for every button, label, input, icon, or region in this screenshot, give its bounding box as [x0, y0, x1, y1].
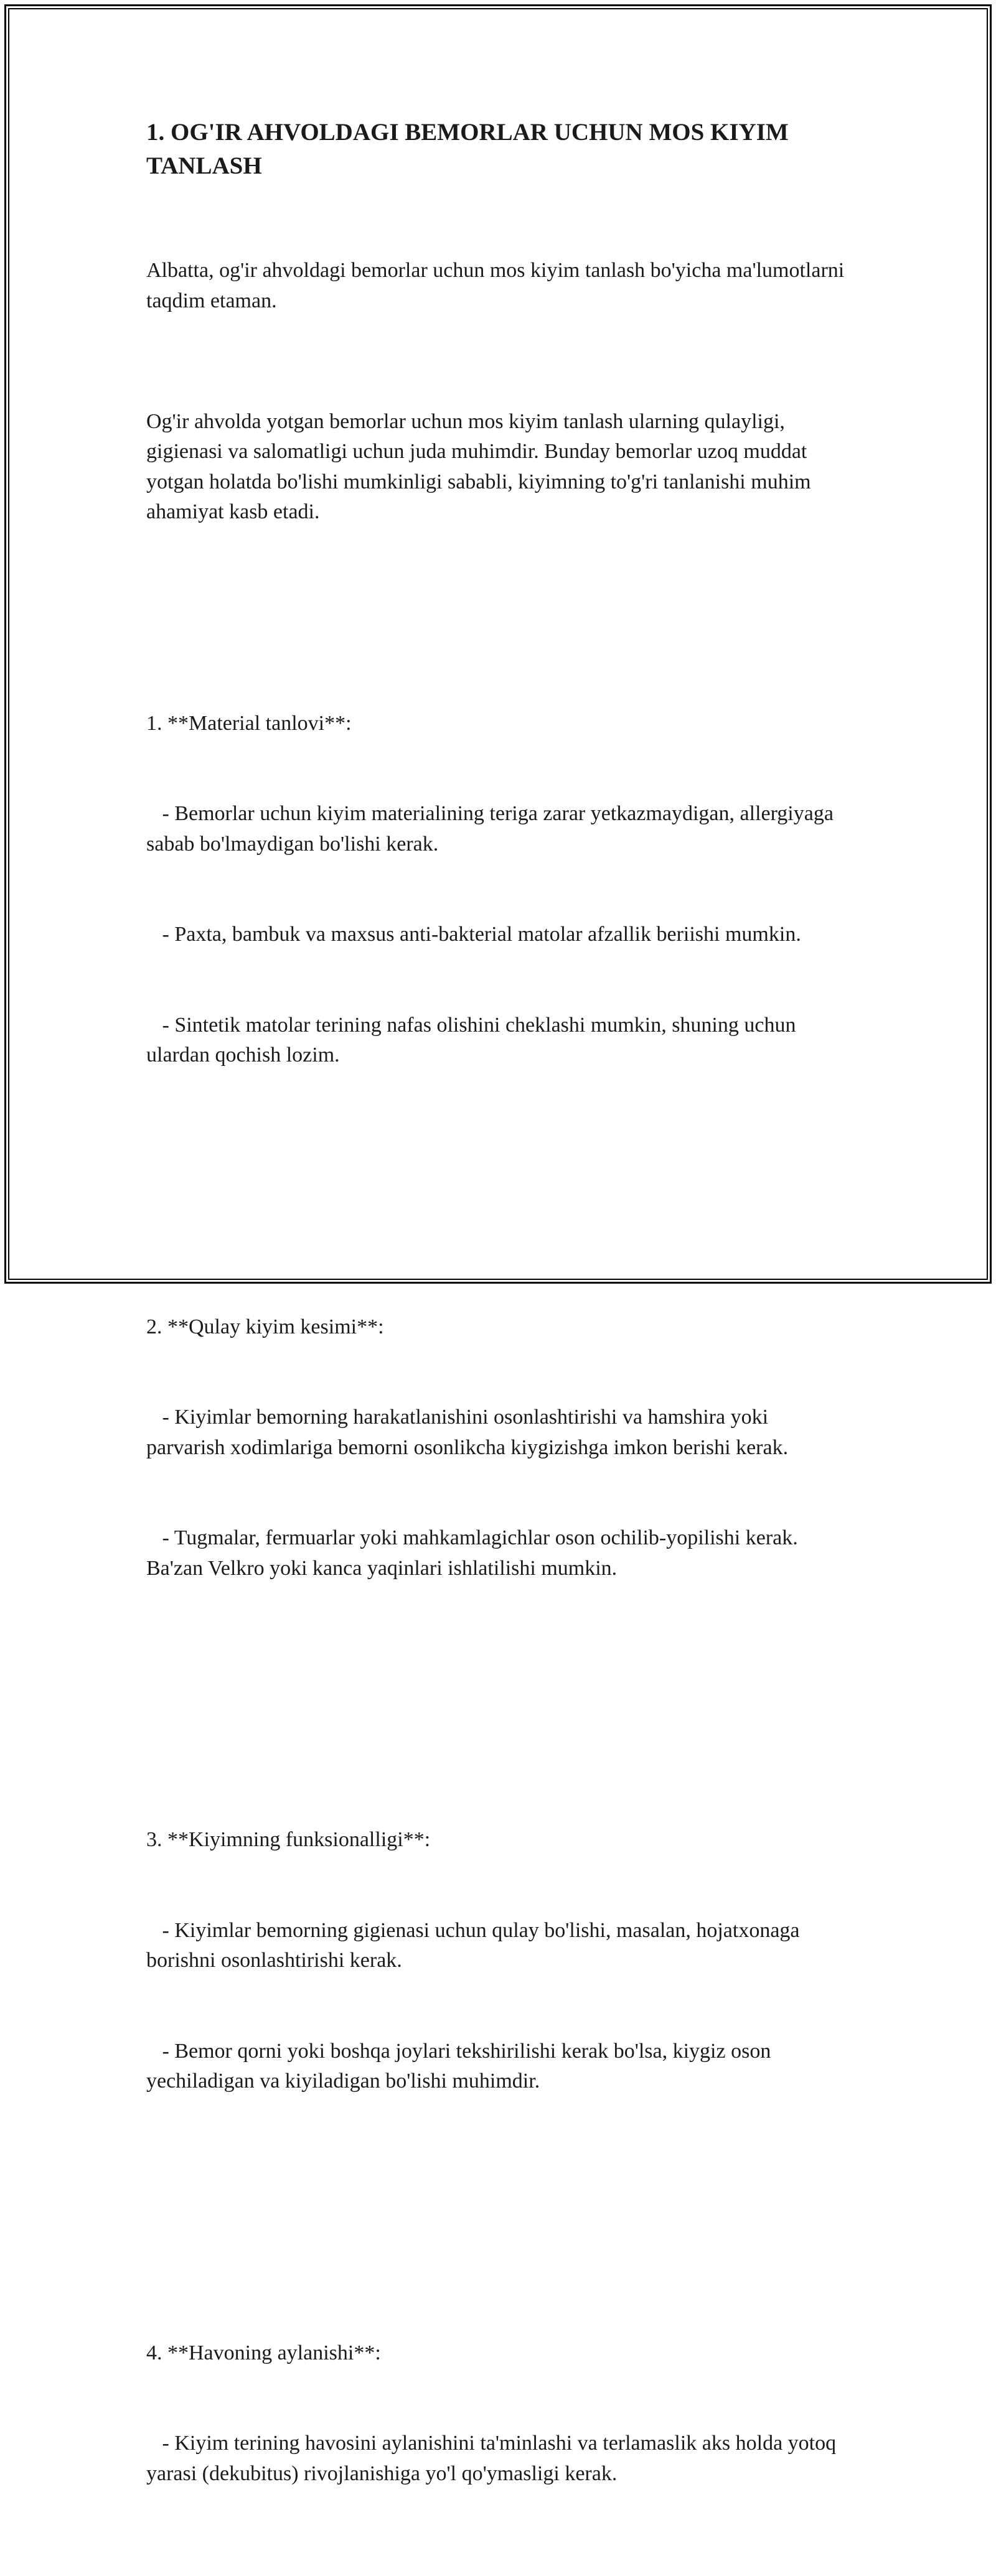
section-heading: 3. **Kiyimning funksionalligi**:	[146, 1828, 431, 1851]
document-body	[146, 116, 850, 2576]
section-air-circulation	[146, 2278, 850, 2550]
context-paragraph: Og'ir ahvolda yotgan bemorlar uchun mos kiyim tanlash ularning qulayligi, gigienasi va salomatligi uchun juda muhimdir. Bunday bemorlar uzoq muddat yotgan holatda bo'lishi mumkinligi sababli, kiyimning to'g'ri tanlanishi muhim ahamiyat kasb etadi.	[146, 409, 817, 523]
section-item: - Bemorlar uchun kiyim materialining teriga zarar yetkazmaydigan, allergiyaga sabab bo'lmaydigan bo'lishi kerak.	[146, 802, 839, 856]
section-heading: 4. **Havoning aylanishi**:	[146, 2341, 381, 2364]
section-item: - Kiyimlar bemorning gigienasi uchun qulay bo'lishi, masalan, hojatxonaga borishni osonlashtirishi kerak.	[146, 1918, 806, 1972]
section-item: - Sintetik matolar terining nafas olishini cheklashi mumkin, shuning uchun ulardan qochish lozim.	[146, 1013, 801, 1066]
section-heading: 1. **Material tanlovi**:	[146, 711, 352, 735]
section-functionality	[146, 1765, 850, 2157]
document-title: 1. OG'IR AHVOLDAGI BEMORLAR UCHUN MOS KIYIM TANLASH	[146, 119, 789, 179]
section-item: - Bemor qorni yoki boshqa joylari tekshirilishi kerak bo'lsa, kiygiz oson yechiladigan va kiyiladigan bo'lishi muhimdir.	[146, 2039, 776, 2093]
section-item: - Kiyimlar bemorning harakatlanishini osonlashtirishi va hamshira yoki parvarish xodimlariga bemorni osonlikcha kiygizishga imkon berishi kerak.	[146, 1406, 789, 1459]
section-item: - Tugmalar, fermuarlar yoki mahkamlagichlar oson ochilib-yopilishi kerak. Ba'zan Velkro yoki kanca yaqinlari ishlatilishi mumkin.	[146, 1526, 804, 1580]
section-cut	[146, 1252, 850, 1645]
intro-paragraph: Albatta, og'ir ahvoldagi bemorlar uchun mos kiyim tanlash bo'yicha ma'lumotlarni taqdim etaman.	[146, 259, 850, 312]
section-item: - Kiyim terining havosini aylanishini ta'minlashi va terlamaslik aks holda yotoq yarasi (dekubitus) rivojlanishiga yo'l qo'ymasligi kerak.	[146, 2432, 842, 2485]
section-material	[146, 648, 850, 1131]
section-item: - Paxta, bambuk va maxsus anti-bakterial matolar afzallik beriishi mumkin.	[146, 923, 801, 946]
section-heading: 2. **Qulay kiyim kesimi**:	[146, 1315, 384, 1338]
